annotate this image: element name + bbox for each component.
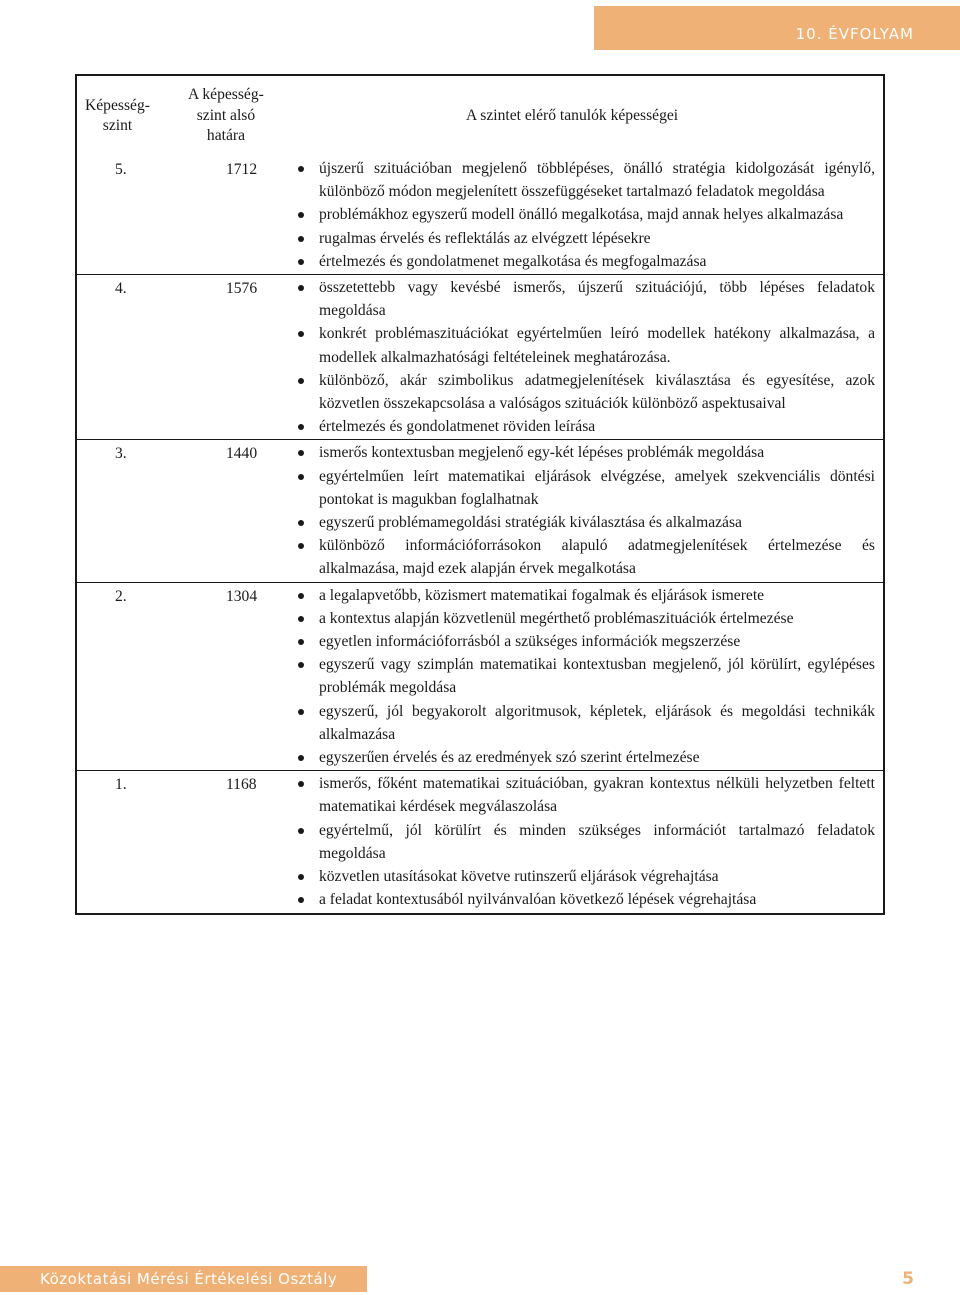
skill-list (294, 156, 883, 274)
lower-limit-cell: 1168 (225, 776, 257, 794)
page-number: 5 (902, 1269, 914, 1289)
lower-limit-cell: 1576 (158, 275, 294, 440)
list-item: egyszerű, jól begyakorolt algoritmusok, képletek, eljárások és megoldási technikák alkalmazása (294, 700, 875, 746)
skill-list (294, 583, 883, 771)
description-cell (294, 275, 884, 440)
table-body (76, 156, 884, 914)
description-cell (294, 771, 884, 914)
list-item: egyetlen információforrásból a szükséges információk megszerzése (294, 630, 875, 653)
list-item: egyértelműen leírt matematikai eljárások elvégzése, amelyek szekvenciális döntési pontokat is magukban foglalhatnak (294, 465, 875, 511)
table-row (76, 771, 884, 914)
list-item: egyszerű problémamegoldási stratégiák kiválasztása és alkalmazása (294, 511, 875, 534)
table-row (76, 275, 884, 440)
list-item: problémákhoz egyszerű modell önálló megalkotása, majd annak helyes alkalmazása (294, 203, 875, 226)
list-item: a legalapvetőbb, közismert matematikai fogalmak és eljárások ismerete (294, 584, 875, 607)
footer-org-name: Közoktatási Mérési Értékelési Osztály (40, 1270, 338, 1288)
list-item: egyszerű vagy szimplán matematikai kontextusban megjelenő, jól körülírt, egylépéses problémák megoldása (294, 653, 875, 699)
lower-limit-cell: 1304 (158, 582, 294, 771)
list-item: a kontextus alapján közvetlenül megérthető problémaszituációk értelmezése (294, 607, 875, 630)
header-description: A szintet elérő tanulók képességei (465, 106, 679, 124)
table-row (76, 440, 884, 582)
table-header-row (76, 75, 884, 156)
list-item: összetettebb vagy kevésbé ismerős, újszerű szituációjú, több lépéses feladatok megoldása (294, 276, 875, 322)
list-item: konkrét problémaszituációkat egyértelműen leíró modellek hatékony alkalmazása, a modellek alkalmazhatósági feltételeinek meghatározása. (294, 322, 875, 368)
table-row (76, 156, 884, 275)
list-item: ismerős kontextusban megjelenő egy-két lépéses problémák megoldása (294, 441, 875, 464)
list-item: a feladat kontextusából nyilvánvalóan következő lépések végrehajtása (294, 888, 875, 911)
list-item: rugalmas érvelés és reflektálás az elvégzett lépésekre (294, 227, 875, 250)
skill-list (294, 275, 883, 439)
header-level: Képesség-szint (85, 96, 150, 134)
table-row (76, 582, 884, 771)
list-item: ismerős, főként matematikai szituációban, gyakran kontextus nélküli helyzetben feltett matematikai kérdések megválaszolása (294, 772, 875, 818)
level-cell: 2. (76, 582, 158, 771)
skill-list (294, 771, 883, 912)
grade-label: 10. ÉVFOLYAM (795, 25, 914, 43)
list-item: egyértelmű, jól körülírt és minden szükséges információt tartalmazó feladatok megoldása (294, 819, 875, 865)
skill-level-table (75, 74, 885, 915)
level-cell: 4. (76, 275, 158, 440)
list-item: különböző információforrásokon alapuló adatmegjelenítések értelmezése és alkalmazása, majd ezek alapján érvek megalkotása (294, 534, 875, 580)
list-item: újszerű szituációban megjelenő többlépéses, önálló stratégia kidolgozását igénylő, különböző módon megjelenített összefüggéseket tartalmazó feladatok megoldása (294, 157, 875, 203)
description-cell (294, 582, 884, 771)
list-item: közvetlen utasításokat követve rutinszerű eljárások végrehajtása (294, 865, 875, 888)
description-cell (294, 440, 884, 582)
skill-list (294, 440, 883, 581)
lower-limit-cell: 1440 (158, 440, 294, 582)
description-cell (294, 156, 884, 275)
level-cell: 5. (76, 156, 158, 275)
list-item: különböző, akár szimbolikus adatmegjelenítések kiválasztása és egyesítése, azok közvetlen összekapcsolása a valóságos szituációk különböző aspektusaival (294, 369, 875, 415)
list-item: értelmezés és gondolatmenet röviden leírása (294, 415, 875, 438)
grade-header-band (594, 6, 960, 50)
footer-band (0, 1266, 367, 1292)
header-lower-limit: A képesség-szint alsó határa (188, 86, 264, 145)
list-item: egyszerűen érvelés és az eredmények szó szerint értelmezése (294, 746, 875, 769)
level-cell: 1. (115, 776, 127, 794)
level-cell: 3. (76, 440, 158, 582)
lower-limit-cell: 1712 (158, 156, 294, 275)
list-item: értelmezés és gondolatmenet megalkotása és megfogalmazása (294, 250, 875, 273)
